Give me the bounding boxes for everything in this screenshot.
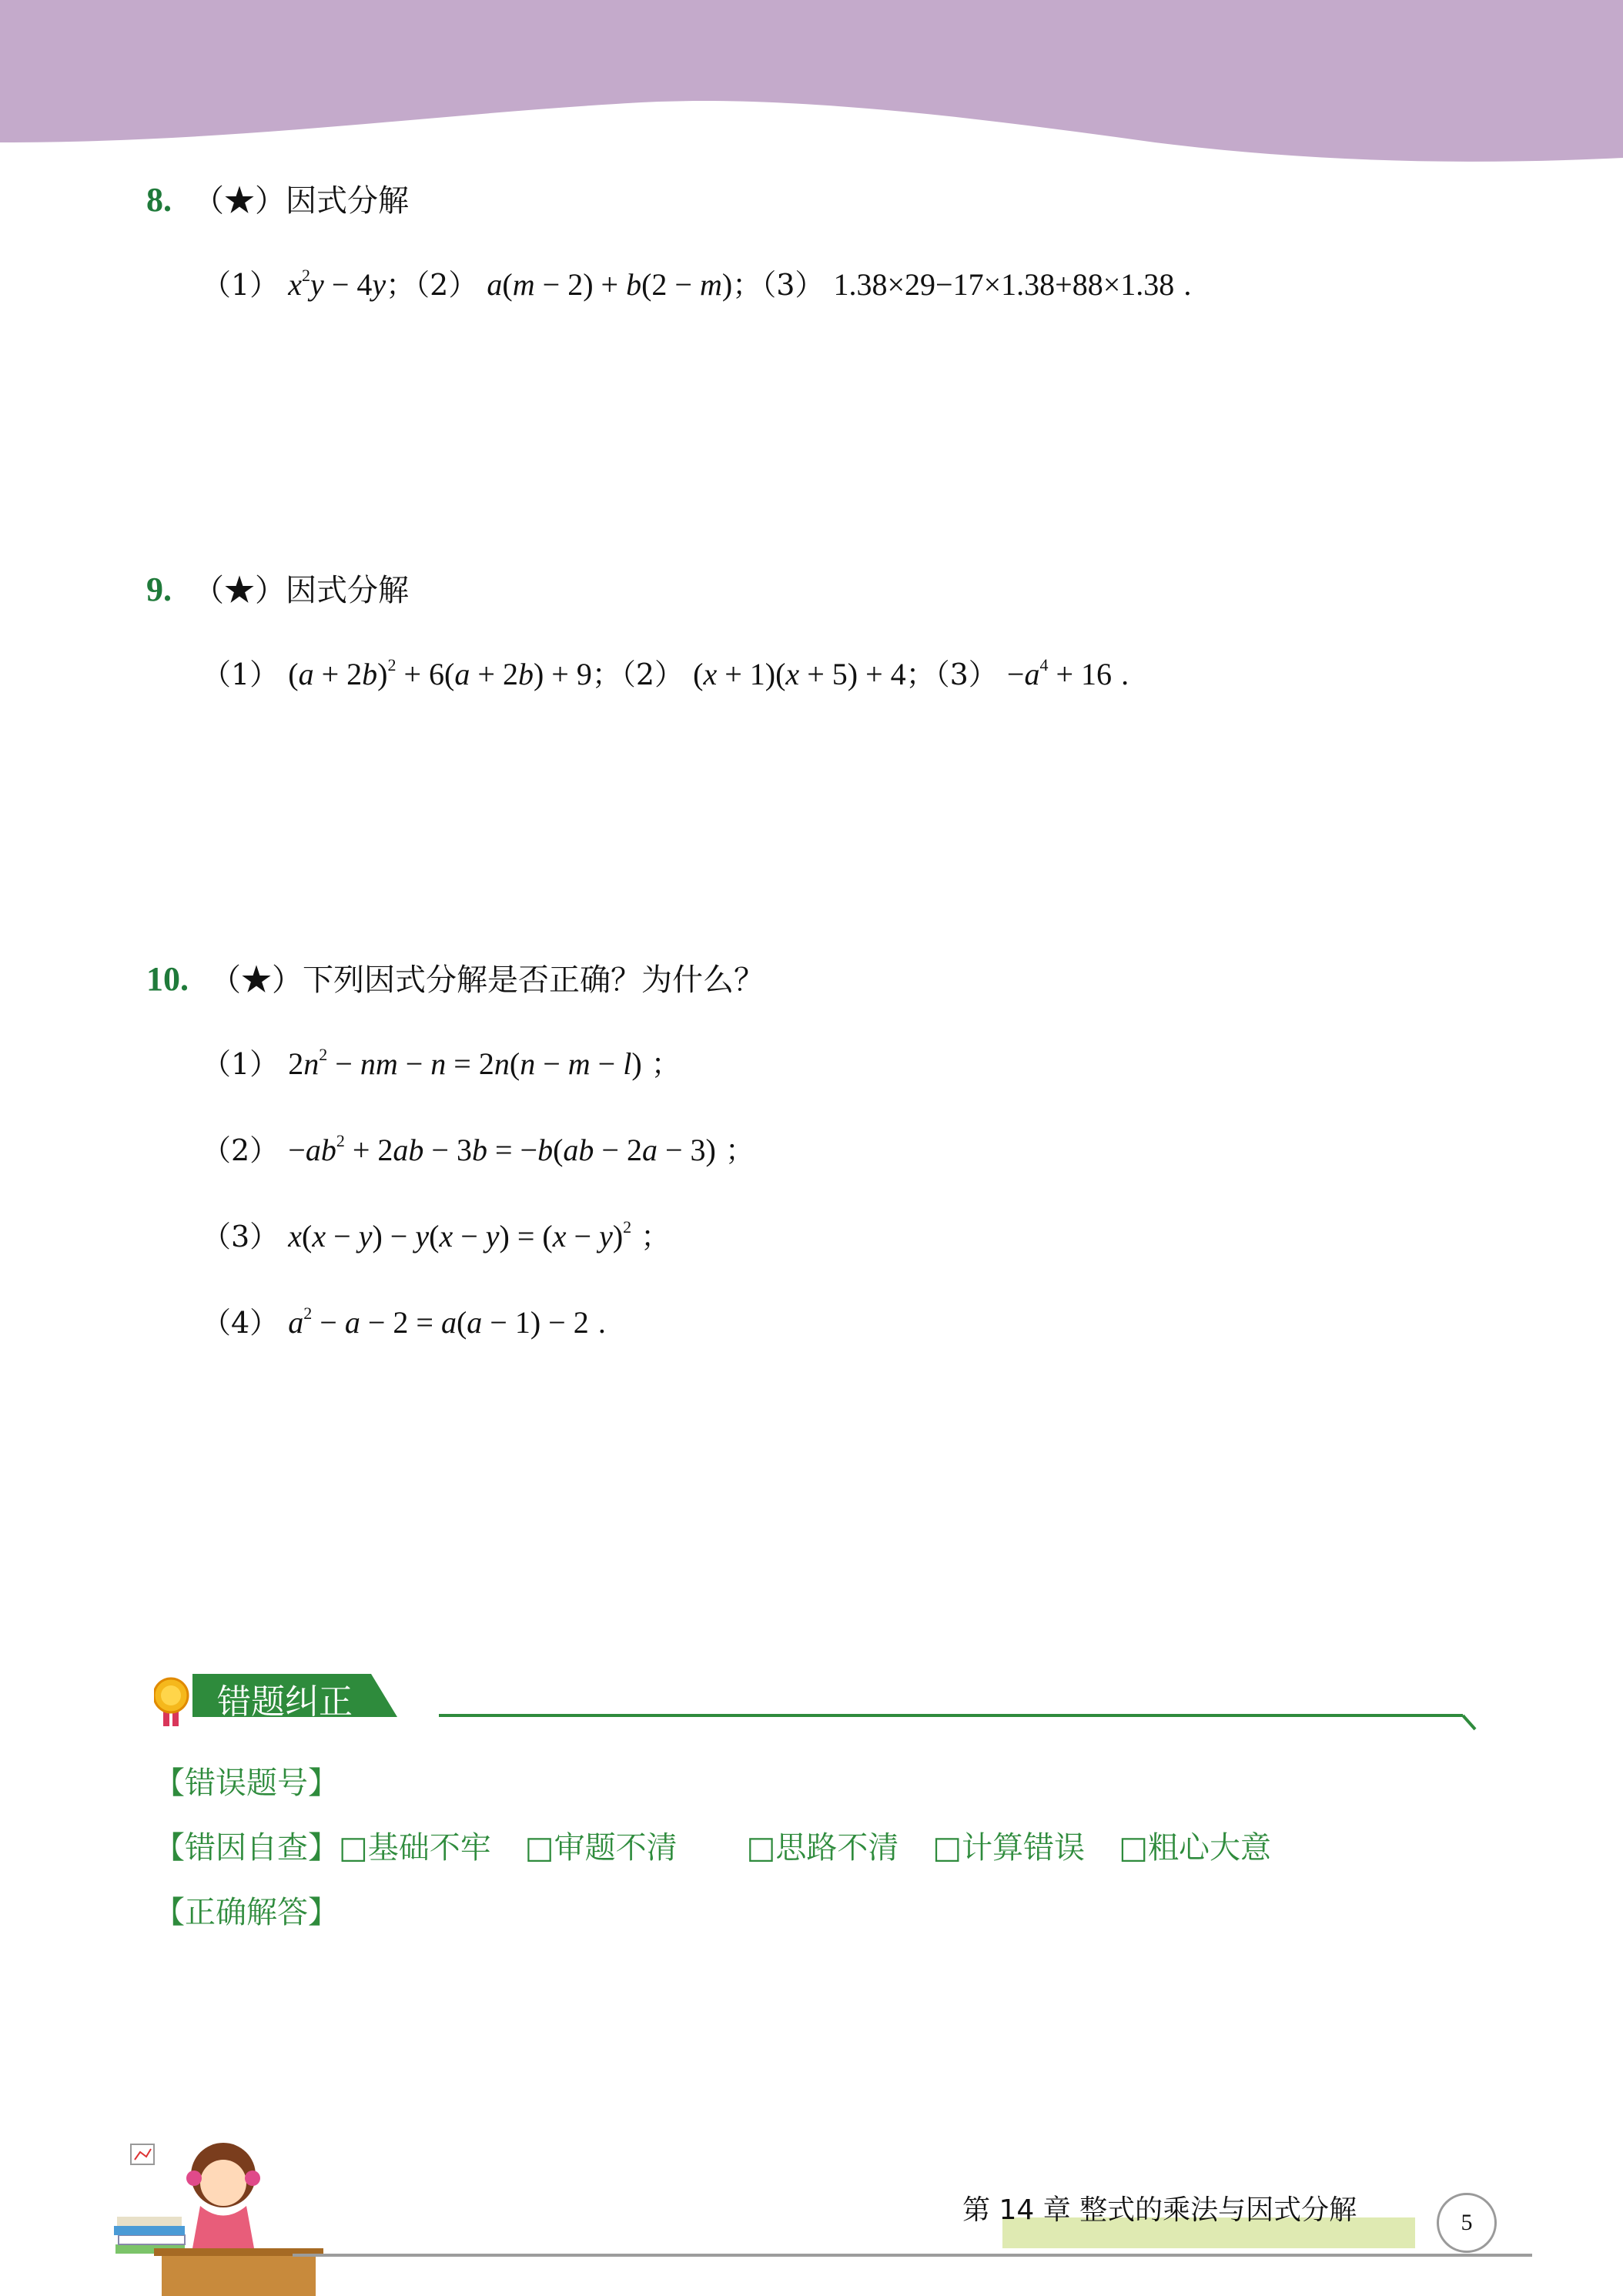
difficulty-star: （★）: [210, 962, 303, 998]
chapter-title: 第 14 章 整式的乘法与因式分解: [962, 2194, 1357, 2226]
cause-option-careless[interactable]: □粗心大意: [1119, 1830, 1271, 1866]
part-label: （1）: [202, 658, 279, 691]
correction-banner: [154, 1669, 1478, 1731]
part-label: （1）: [202, 1047, 279, 1081]
cause-option-calculation[interactable]: □计算错误: [932, 1830, 1086, 1866]
question-number: 9.: [146, 571, 172, 608]
correct-answer-label: 【正确解答】: [154, 1895, 339, 1930]
part-label: （4）: [202, 1306, 279, 1340]
question-10-item-2: [202, 1131, 755, 1167]
page-number-text: 5: [1461, 2210, 1473, 2235]
sentence-end: ；: [724, 1133, 755, 1167]
sentence-end: .: [1121, 657, 1129, 691]
question-10-item-3: [202, 1217, 671, 1253]
math-expression: $a^2 - a - 2 = a(a - 1) - 2$: [288, 1304, 589, 1340]
question-number: 8.: [146, 181, 172, 219]
math-expression: 1.38×29−17×1.38+88×1.38: [833, 267, 1175, 302]
question-9-heading: [146, 573, 409, 607]
sentence-end: ；: [651, 1047, 681, 1081]
part-label: （3）: [202, 1220, 279, 1253]
part-label: ；（2）: [591, 658, 684, 691]
medal-icon: [154, 1678, 188, 1726]
math-expression: $x^2y - 4y$: [288, 266, 387, 302]
question-10-item-4: [202, 1304, 606, 1340]
math-expression: $-a^4 + 16$: [1006, 655, 1113, 691]
question-number: 10.: [146, 960, 189, 998]
girl-studying-illustration: [108, 2121, 331, 2296]
question-9-parts: [202, 655, 1129, 691]
part-label: ；（3）: [905, 658, 998, 691]
math-expression: $-ab^2 + 2ab - 3b = -b(ab - 2a - 3)$: [288, 1131, 716, 1167]
wrong-question-number: 【错误题号】: [154, 1766, 339, 1801]
question-title: 下列因式分解是否正确？为什么？: [303, 962, 765, 998]
error-cause-label: 【错因自查】: [154, 1830, 339, 1866]
question-10-heading: [146, 962, 765, 996]
sentence-end: ；: [641, 1220, 671, 1253]
question-8-parts: [202, 266, 1192, 302]
cause-option-foundation[interactable]: □基础不牢: [339, 1830, 491, 1866]
cause-option-reading[interactable]: □审题不清: [524, 1830, 678, 1866]
part-label: （2）: [202, 1133, 279, 1167]
difficulty-star: （★）: [193, 573, 286, 608]
math-expression: (x + 1)(x + 5) + 4: [693, 657, 906, 691]
sentence-end: .: [597, 1305, 606, 1340]
part-label: ；（2）: [386, 268, 478, 302]
question-title: 因式分解: [286, 183, 409, 219]
part-label: （1）: [202, 268, 279, 302]
math-expression: $x(x - y) - y(x - y) = (x - y)^2$: [288, 1217, 632, 1253]
math-expression: $2n^2$ − nm − n = 2n(n − m − l): [288, 1045, 642, 1081]
question-8-heading: [146, 183, 409, 217]
sentence-end: .: [1183, 267, 1192, 302]
math-expression: a(m − 2) + b(2 − m): [487, 267, 733, 302]
difficulty-star: （★）: [193, 183, 286, 219]
question-10-item-1: [202, 1045, 681, 1081]
math-expression: $(a + 2b)^2 + 6(a + 2b) + 9$: [288, 655, 592, 691]
part-label: ；（3）: [732, 268, 825, 302]
correction-banner-title: 错题纠正: [217, 1682, 353, 1722]
footer-divider: [293, 2254, 1532, 2257]
cause-option-thinking[interactable]: □思路不清: [746, 1830, 899, 1866]
question-title: 因式分解: [286, 573, 409, 608]
header-wave: [0, 0, 1623, 169]
error-cause-row: [154, 1823, 1305, 1867]
page-number: [1437, 2193, 1497, 2253]
